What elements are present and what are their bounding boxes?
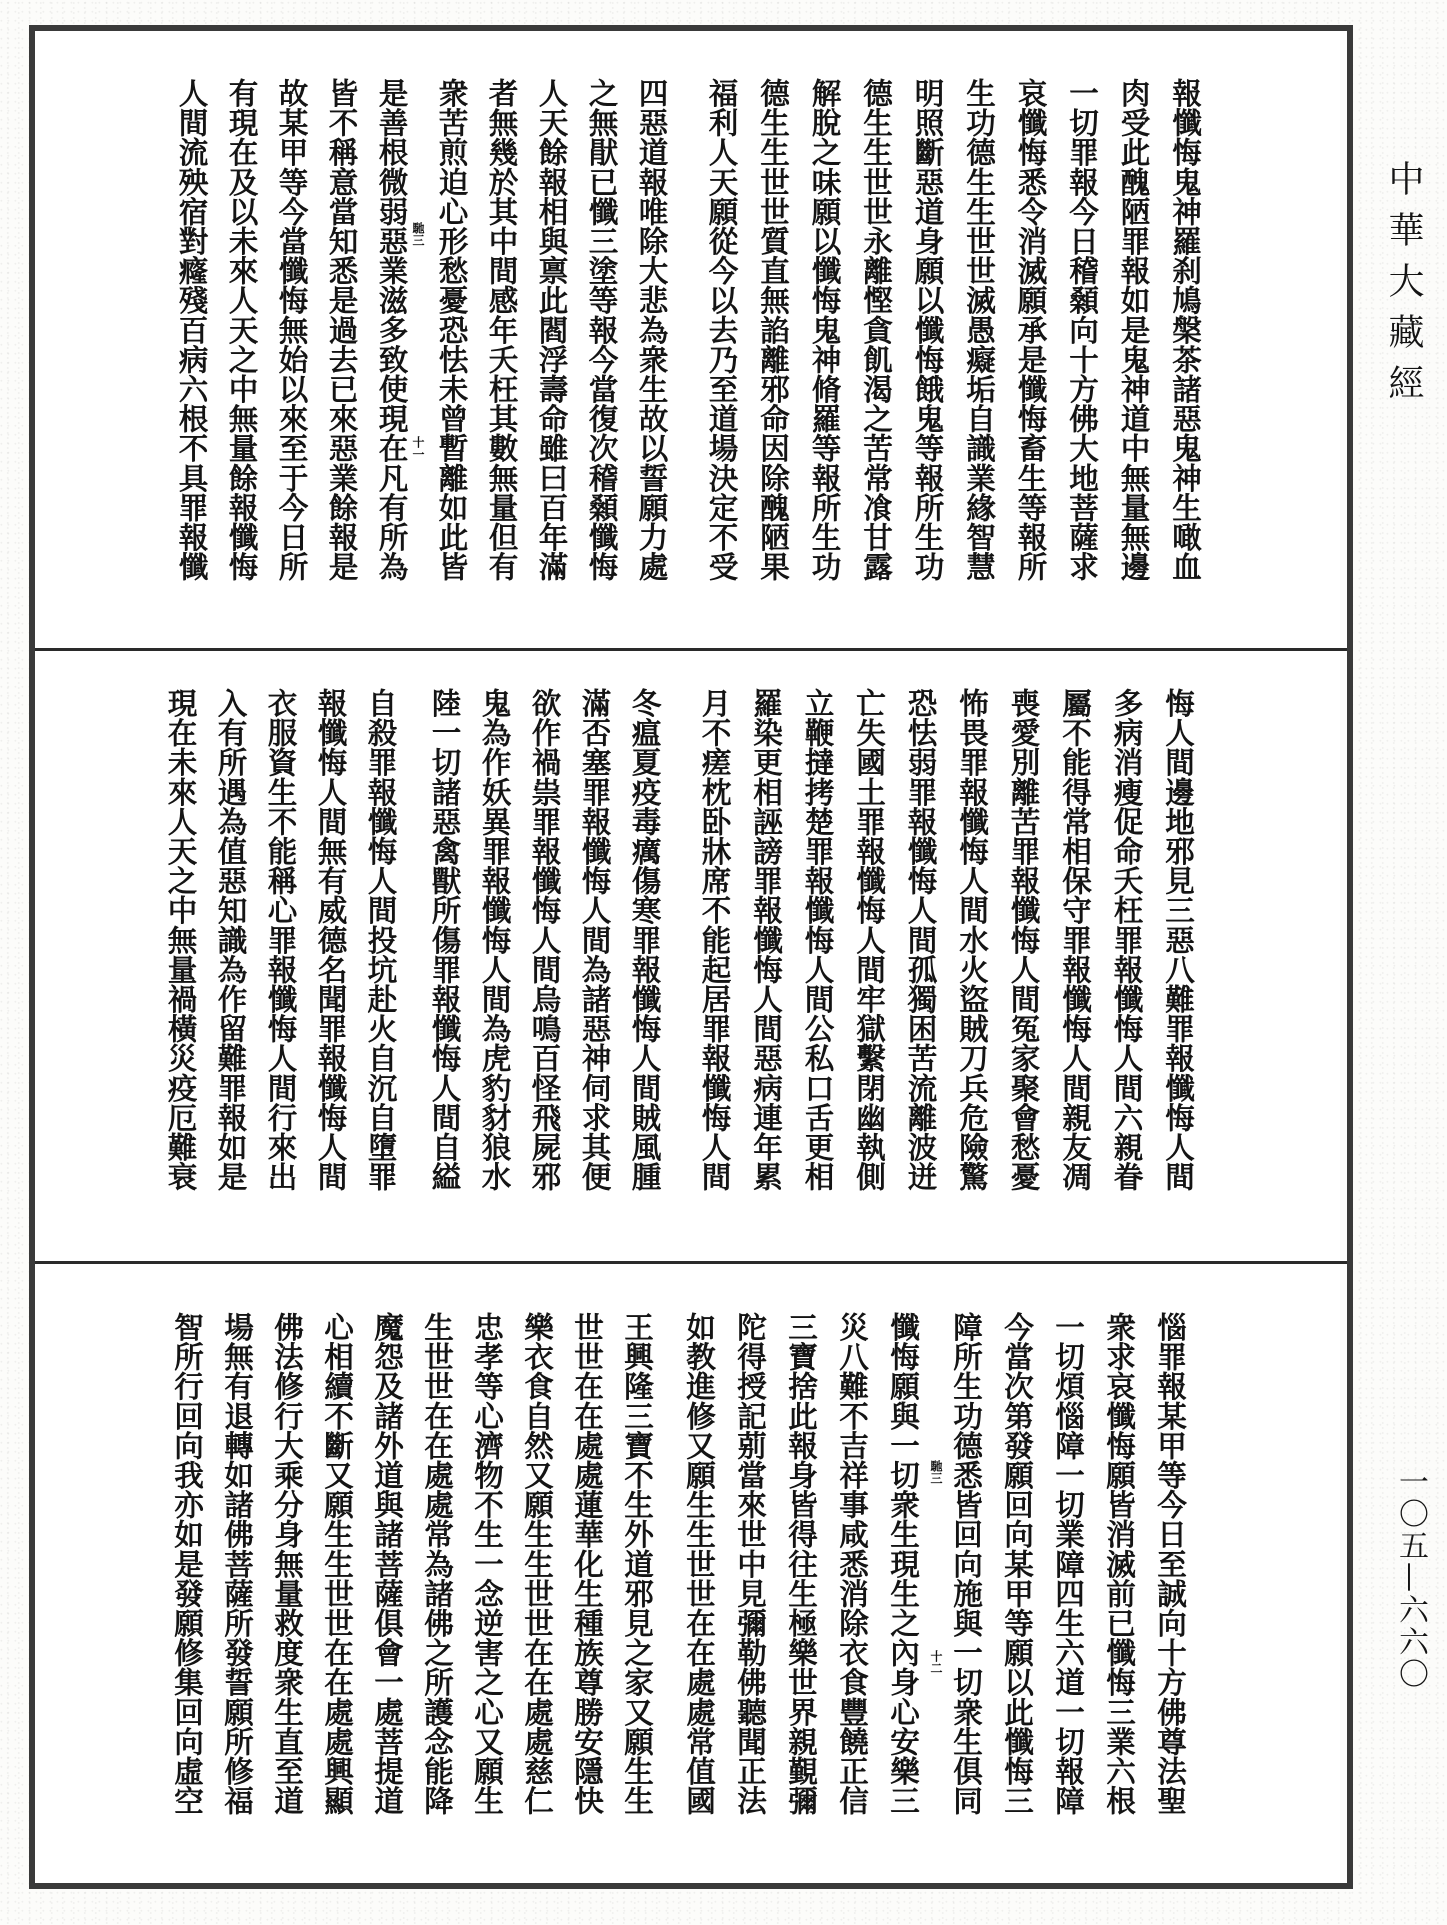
text-column: 羅染更相誣謗罪報懺悔人間惡病連年累 [749,688,784,1192]
text-column: 世世在在處處蓮華化生種族尊勝安隱快 [570,1312,605,1816]
margin-note: 十二 [929,1650,943,1674]
text-column: 災八難不吉祥事咸悉消除衣食豐饒正信 [835,1312,870,1816]
text-column: 哀懺悔悉令消滅願承是懺悔畜生等報所 [1013,78,1049,582]
text-column: 立鞭撻拷楚罪報懺悔人間公私口舌更相 [800,688,836,1192]
text-column: 生世世在在處處常為諸佛之所護念能降 [420,1312,455,1816]
text-column: 喪愛別離苦罪報懺悔人間冤家聚會愁憂 [1006,688,1042,1192]
text-column: 現在未來人天之中無量禍橫災疫厄難衰 [163,688,199,1192]
text-column: 福利人天願從今以去乃至道場決定不受 [704,78,740,582]
margin-note: 十一 [411,436,425,460]
text-column: 怖畏罪報懺悔人間水火盜賊刀兵危險驚 [955,688,990,1192]
text-column: 一切煩惱障一切業障四生六道一切報障 [1051,1312,1086,1816]
text-column: 德生生世世質直無諂離邪命因除醜陋果 [756,78,791,582]
text-column: 報懺悔鬼神羅刹鳩槃茶諸惡鬼神生噉血 [1168,78,1203,582]
text-column: 三寶捨此報身皆得往生極樂世界親覲彌 [784,1312,819,1816]
text-column: 樂衣食自然又願生生世世在在處處慈仁 [520,1312,555,1816]
text-column: 入有所遇為值惡知識為作留難罪報如是 [213,688,249,1192]
text-column: 肉受此醜陋罪報如是鬼神道中無量無邊 [1116,78,1152,582]
text-column: 衆苦煎迫心形愁憂恐怯未曾暫離如此皆 [434,78,470,582]
text-column: 有現在及以未來人天之中無量餘報懺悔 [224,78,260,582]
text-column: 場無有退轉如諸佛菩薩所發誓願所修福 [220,1312,255,1816]
text-column: 滿否塞罪報懺悔人間為諸惡神伺求其便 [577,688,613,1192]
text-column: 如教進修又願生生世世在在處處常值國 [682,1312,717,1816]
text-column: 皆不稱意當知悉是過去已來惡業餘報是 [324,78,360,582]
panel-divider [35,1261,1347,1264]
text-column: 惱罪報某甲等今日至誠向十方佛尊法聖 [1153,1312,1188,1816]
margin-note: 馳三 [411,222,425,246]
text-column: 衣服資生不能稱心罪報懺悔人間行來出 [263,688,299,1192]
text-column: 王興隆三寶不生外道邪見之家又願生生 [620,1312,655,1816]
text-column: 解脫之味願以懺悔鬼神脩羅等報所生功 [807,78,843,582]
text-column: 陀得授記莂當來世中見彌勒佛聽聞正法 [733,1312,768,1816]
text-column: 悔人間邊地邪見三惡八難罪報懺悔人間 [1161,688,1196,1192]
text-column: 故某甲等今當懺悔無始以來至于今日所 [274,78,310,582]
text-column: 懺悔願與一切衆生現生之內身心安樂三 [886,1312,921,1816]
text-column: 明照斷惡道身願以懺悔餓鬼等報所生功 [910,78,946,582]
text-column: 是善根微弱惡業滋多致使現在凡有所為 [374,78,410,582]
text-column: 屬不能得常相保守罪報懺悔人間親友凋 [1058,688,1093,1192]
text-column: 生功德生生世世滅愚癡垢自識業緣智慧 [962,78,997,582]
text-column: 者無幾於其中間感年夭枉其數無量但有 [484,78,520,582]
text-column: 佛法修行大乘分身無量救度衆生直至道 [270,1312,305,1816]
text-column: 魔怨及諸外道與諸菩薩俱會一處菩提道 [370,1312,405,1816]
text-column: 欲作禍祟罪報懺悔人間烏鳴百怪飛屍邪 [527,688,563,1192]
text-column: 人天餘報相與禀此閻浮壽命雖曰百年滿 [534,78,570,582]
text-column: 自殺罪報懺悔人間投坑赴火自沉自墮罪 [363,688,399,1192]
text-column: 鬼為作妖異罪報懺悔人間為虎豹豺狼水 [477,688,513,1192]
text-column: 月不瘥枕卧牀席不能起居罪報懺悔人間 [697,688,733,1192]
text-column: 四惡道報唯除大悲為衆生故以誓願力處 [634,78,670,582]
text-column: 多病消瘦促命夭枉罪報懺悔人間六親眷 [1109,688,1145,1192]
text-column: 恐怯弱罪報懺悔人間孤獨困苦流離波迸 [903,688,939,1192]
text-column: 衆求哀懺悔願皆消滅前已懺悔三業六根 [1102,1312,1137,1816]
text-column: 心相續不斷又願生生世世在在處處興顯 [320,1312,355,1816]
text-column: 陸一切諸惡禽獸所傷罪報懺悔人間自縊 [427,688,463,1192]
text-column: 今當次第發願回向某甲等願以此懺悔三 [1000,1312,1035,1816]
text-column: 人間流殃宿對癃殘百病六根不具罪報懺 [174,78,210,582]
text-column: 忠孝等心濟物不生一念逆害之心又願生 [470,1312,505,1816]
text-column: 報懺悔人間無有威德名聞罪報懺悔人間 [313,688,349,1192]
text-column: 障所生功德悉皆回向施與一切衆生俱同 [949,1312,984,1816]
text-column: 一切罪報今日稽顙向十方佛大地菩薩求 [1065,78,1100,582]
text-column: 冬瘟夏疫毒癘傷寒罪報懺悔人間賊風腫 [627,688,663,1192]
text-column: 德生生世世永離慳貪飢渴之苦常飡甘露 [859,78,894,582]
page-number: 一〇五—六六〇 [1393,1466,1428,1690]
text-column: 亡失國土罪報懺悔人間牢獄繫閉幽執側 [852,688,887,1192]
margin-note: 馳三 [929,1460,943,1484]
text-column: 智所行回向我亦如是發願修集回向虛空 [170,1312,205,1816]
text-column: 之無猒已懺三塗等報今當復次稽顙懺悔 [584,78,620,582]
panel-divider [35,648,1347,651]
collection-title: 中華大藏經 [1383,160,1424,415]
